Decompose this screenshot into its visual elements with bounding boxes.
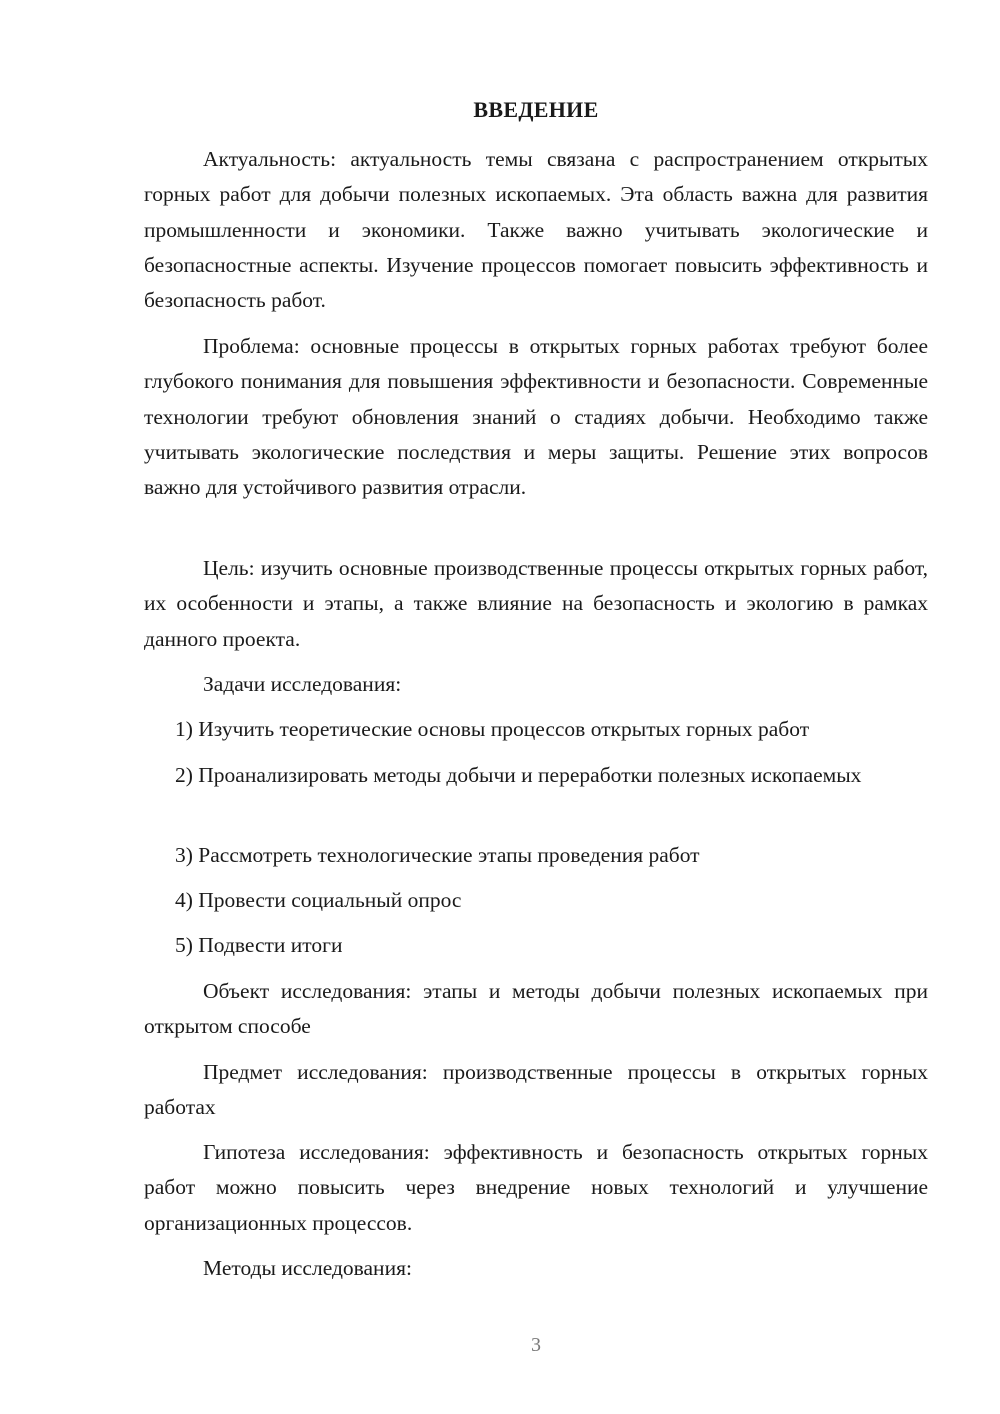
methods-heading: Методы исследования: [203,1256,412,1280]
problem-paragraph: Проблема: основные процессы в открытых горных работах требуют более глубокого понимания для повышения эффективности и безопасности. Современные технологии требуют обновления знаний о стадиях добычи. Необходимо также учитывать экологические последствия и меры защиты. Решение этих вопросов важно для устойчивого развития отрасли. [144,334,928,500]
task-item: 3) Рассмотреть технологические этапы проведения работ [175,843,700,867]
relevance-paragraph: Актуальность: актуальность темы связана с распространением открытых горных работ для добычи полезных ископаемых. Эта область важна для развития промышленности и экономики. Также важно учитывать экологические и безопасностные аспекты. Изучение процессов помогает повысить эффективность и безопасность работ. [144,147,928,313]
task-item: 1) Изучить теоретические основы процессов открытых горных работ [175,717,810,741]
page-title: ВВЕДЕНИЕ [473,97,599,122]
goal-paragraph: Цель: изучить основные производственные процессы открытых горных работ, их особенности и этапы, а также влияние на безопасность и экологию в рамках данного проекта. [144,556,928,651]
subject-paragraph: Предмет исследования: производственные процессы в открытых горных работах [144,1060,928,1120]
task-item: 2) Проанализировать методы добычи и переработки полезных ископаемых [175,763,862,787]
object-paragraph: Объект исследования: этапы и методы добычи полезных ископаемых при открытом способе [144,979,928,1039]
hypothesis-paragraph: Гипотеза исследования: эффективность и безопасность открытых горных работ можно повысить через внедрение новых технологий и улучшение организационных процессов. [144,1140,928,1235]
task-item: 5) Подвести итоги [175,933,343,957]
task-item: 4) Провести социальный опрос [175,888,462,912]
page-number: 3 [531,1334,541,1356]
tasks-heading: Задачи исследования: [203,672,402,696]
